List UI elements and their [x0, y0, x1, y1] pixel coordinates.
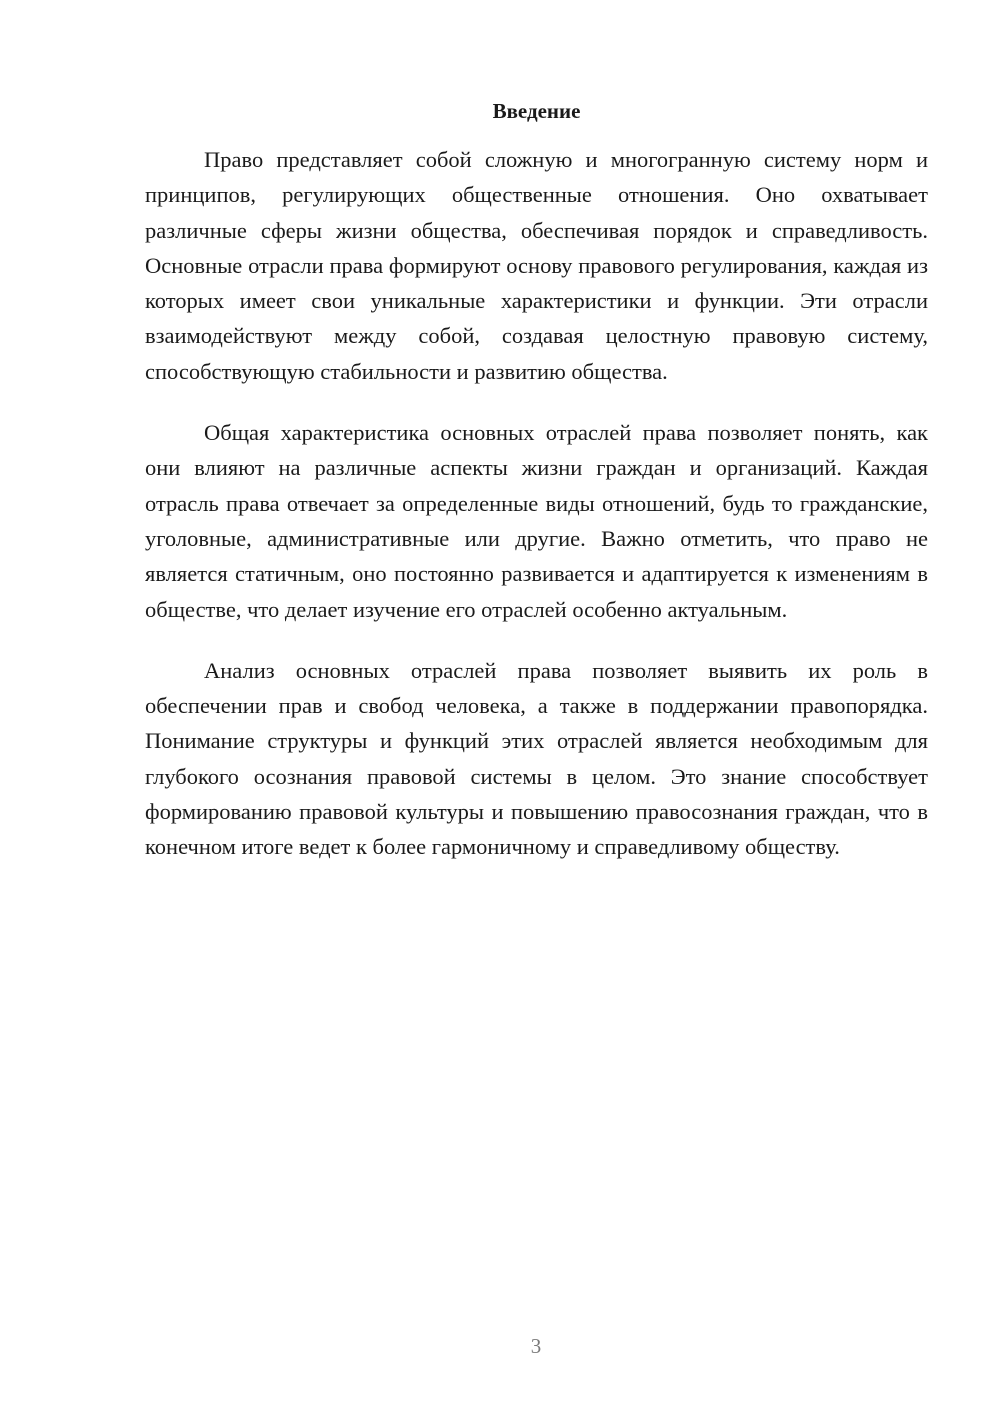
section-heading: Введение	[492, 99, 581, 123]
paragraph-2: Общая характеристика основных отраслей права позволяет понять, как они влияют на различные аспекты жизни граждан и организаций. Каждая отрасль права отвечает за определенные виды отношений, будь то гражданские, уголовные, административные или другие. Важно отметить, что право не является статичным, оно постоянно развивается и адаптируется к изменениям в обществе, что делает изучение его отраслей особенно актуальным.	[145, 420, 928, 622]
paragraph-3: Анализ основных отраслей права позволяет выявить их роль в обеспечении прав и свобод человека, а также в поддержании правопорядка. Понимание структуры и функций этих отраслей является необходимым для глубокого осознания правовой системы в целом. Это знание способствует формированию правовой культуры и повышению правосознания граждан, что в конечном итоге ведет к более гармоничному и справедливому обществу.	[145, 657, 928, 860]
paragraph-1: Право представляет собой сложную и многогранную систему норм и принципов, регулирующих общественные отношения. Оно охватывает различные сферы жизни общества, обеспечивая порядок и справедливость. Основные отрасли права формируют основу правового регулирования, каждая из которых имеет свои уникальные характеристики и функции. Эти отрасли взаимодействуют между собой, создавая целостную правовую систему, способствующую стабильности и развитию общества.	[145, 147, 928, 384]
page-number: 3	[530, 1334, 542, 1358]
body-text	[145, 142, 928, 891]
